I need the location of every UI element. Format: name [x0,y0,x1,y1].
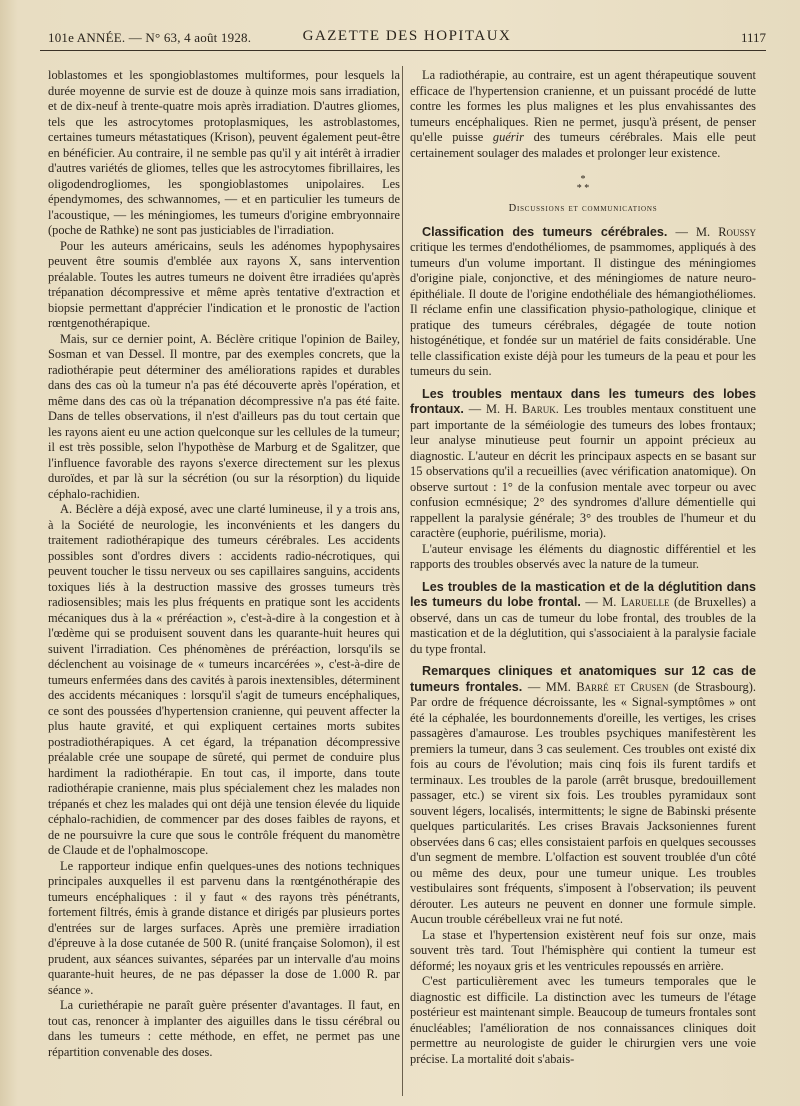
paragraph: C'est particulièrement avec les tumeurs temporales que le diagnostic est difficile. La distinction avec les tumeurs de l'étage postérieur est maintenant simple. Beaucoup de tumeurs frontales sont énucléables; l'amélioration de nos connaissances cliniques doit permettre au neurologiste de guider le chirurgien vers une voie précise. La mortalité doit s'abais- [410,974,756,1066]
page-number: 1117 [740,30,766,45]
paragraph: A. Béclère a déjà exposé, avec une clarté lumineuse, il y a trois ans, à la Société de neurologie, les inconvénients et les dangers du traitement radiothérapique des tumeurs cérébrales. Les accidents possibles sont d'ordres divers : accidents radio-nécrotiques, qui peuvent toucher le tissu nerveux ou ses capillaires sanguins, accidents toxiques liés à la destruction massive des grosses tumeurs très radiosensibles; mais les plus fréquents en pratique sont les accidents mécaniques dus à la « préréaction », c'est-à-dire à la congestion et à l'œdème qui se produisent souvent dans les quarante-huit heures qui suivent l'irradiation. Ces phénomènes de préréaction, lorsqu'ils se déclenchent au voisinage de « tumeurs incarcérées », c'est-à-dire de tumeurs enfermées dans des cavités à parois inextensibles, déterminent des accidents mécaniques : lorsqu'il s'agit de tumeurs encéphaliques, ce sont des poussées d'hypertension cranienne, qui peuvent affecter la plus haute gravité, et qui expliquent certaines morts subites postradiothérapiques. A cet égard, la trépanation décompressive préalable crée une soupape de sûreté, qui permet de conduire plus hardiment la radiothérapie. En tout cas, il importe, dans toute radiothérapie cranienne, mais plus spécialement chez les malades non trépanés et chez les malades qui ont déjà une tension élevée du liquide céphalo-rachidien, de commencer par des doses faibles de rayons, et de ne poursuivre la cure que sous le contrôle fréquent du manomètre de Claude et de l'ophalmoscope. [48,502,400,857]
item-author: M. Laruelle [602,595,670,609]
paragraph: loblastomes et les spongioblastomes multiformes, pour lesquels la durée moyenne de survie est de douze à quinze mois sans irradiation, et de dix-neuf à trente-quatre mois après irradiation. D'autres gliomes, tels que les astrocytomes protoplasmiques, les astroblastomes, certaines tumeurs métastatiques (Krison), peuvent également peut-être en bénéficier. Au contraire, il ne semble pas qu'il y ait intérêt à irradier d'autres variétés de gliomes, telles que les astrocytomes fibrillaires, les oligodendrogliomes, les spongioblastomes unipolaires. Les épendymomes, des schwannomes, — et en particulier les tumeurs de l'acoustique, — les méningiomes, les tumeurs d'origine embryonnaire (poche de Rathke) ne sont pas justiciables de l'irradiation. [48,68,400,237]
item-author: M. H. Baruk. [486,402,559,416]
issue-info: 101e ANNÉE. — N° 63, 4 août 1928. [48,30,252,45]
paragraph: La radiothérapie, au contraire, est un agent thérapeutique souvent efficace de l'hypertension cranienne, et un puissant procédé de lutte contre les formes les plus malignes et les plus envahissantes des tumeurs encéphaliques. Rien ne permet, jusqu'à présent, de penser qu'elle puisse guérir des tumeurs cérébrales. Mais elle peut certainement soulager des malades et prolonger leur existence. [410,68,756,160]
item-title: Les troubles de la mastication et de la déglutition dans les tumeurs du lobe frontal. [410,579,756,609]
paragraph: La curiethérapie ne paraît guère présenter d'avantages. Il faut, en tout cas, renoncer à implanter des aiguilles dans le tissu cérébral ou dans les tumeurs : cette méthode, en effet, ne permet pas une répartition convenable des doses. [48,998,400,1059]
item-author: M. Roussy [695,224,756,239]
paragraph: Le rapporteur indique enfin quelques-unes des notions techniques principales auxquelles il est parvenu dans la rœntgénothérapie des tumeurs encéphaliques : il y faut « des rayons très pénétrants, fortement filtrés, émis à grande distance et dirigés par plusieurs portes d'entrées sur de larges surfaces. Après une première irradiation d'épreuve à la dose cutanée de 500 R. (unité française Solomon), il est prudent, aux séances suivantes, séparées par un intervalle d'au moins quarante-huit heures, de ne pas dépasser la dose de 1.000 R. par séance ». [48,858,400,997]
section-heading: Discussions et communications [508,203,658,214]
item-title: Les troubles mentaux dans les tumeurs des lobes frontaux. [410,386,756,416]
column-divider [402,66,403,1096]
item-title: Classification des tumeurs cérébrales. [422,224,668,239]
paragraph: Mais, sur ce dernier point, A. Béclère critique l'opinion de Bailey, Sosman et van Dessel. Il montre, par des exemples concrets, que la radiothérapie peut déterminer des améliorations rapides et durables dans des cas où la tumeur n'a pas été découverte après l'opération, et même dans des cas où la trépanation décompressive n'a pas été faite. Dans de telles observations, il n'est d'ailleurs pas du tout certain que les rayons aient eu une action quelconque sur les cellules de la tumeur; il est très possible, selon l'hypothèse de Marburg et de Sgalitzer, que l'influence favorable des rayons s'exerce directement sur les plexus duroïdes, et par là sur la sécrétion (ou sur la résorption) du liquide céphalo-rachidien. [48,331,400,501]
item-title: Remarques cliniques et anatomiques sur 12 cas de tumeurs frontales. [410,664,756,694]
left-column [48,68,400,1060]
journal-title: GAZETTE DES HOPITAUX [302,28,512,44]
section-ornament: * * * [576,174,590,194]
communication-item: Remarques cliniques et anatomiques sur 12 cas de tumeurs frontales. — MM. Barré et Crusen (de Strasbourg). Par ordre de fréquence décroissante, les « Signal-symptômes » ont été la céphalée, les bourdonnements d'oreille, les vertiges, les crises passagères d'amaurose. Les troubles psychiques manifestèrent les premiers la tumeur, dans 3 cas seulement. Ces troubles ont existé dix fois au cours de l'évolution; mais cinq fois ils furent tardifs et terminaux. Les troubles de la parole (arrêt brusque, bredouillement passager, etc.) se virent six fois. Les troubles pyramidaux sont souvent légers, localisés, intermittents; le signe de Babinski présente quelques particularités. Les crises Bravais Jacksoniennes furent observées dans 6 cas; elles consistaient parfois en quelques secousses d'un segment de membre. L'olfaction est souvent troublée d'un côté ou même des deux, pour une tumeur unique. Les troubles vestibulaires sont fréquents, s'imposent à l'observation; ils peuvent dérouter. Les auteurs ne peuvent en donner une formule simple. Aucun trouble cérébelleux vrai ne fut noté. [410,664,756,926]
page-header [48,26,766,48]
emphasis: guérir [492,130,524,144]
paragraph: L'auteur envisage les éléments du diagnostic différentiel et les rapports des troubles observés avec la nature de la tumeur. [410,541,756,571]
right-column [410,68,756,1067]
paragraph: Pour les auteurs américains, seuls les adénomes hypophysaires peuvent être soumis d'emblée aux rayons X, sans intervention préalable. Toutes les autres tumeurs ne doivent être irradiées qu'après trépanation décompressive et même après tentative d'extraction et biopsie permettant d'apprécier l'indication et le pronostic de l'action rœntgenothérapique. [48,238,400,330]
communication-item: Les troubles mentaux dans les tumeurs des lobes frontaux. — M. H. Baruk. Les troubles mentaux constituent une part importante de la séméiologie des tumeurs des lobes frontaux; leur analyse minutieuse peut fournir un appoint précieux au diagnostic. L'auteur en décrit les principaux aspects en se basant sur 15 observations qu'il a recueillies (avec vérification anatomique). On observe surtout : 1° de la confusion mentale avec torpeur ou avec confusion ecmnésique; 2° des syndromes d'allure démentielle qui rappellent la paralysie générale; 3° des troubles de l'humeur et du caractère (euphorie, puérilisme, moria). [410,386,756,540]
communication-item: Les troubles de la mastication et de la déglutition dans les tumeurs du lobe frontal. — M. Laruelle (de Bruxelles) a observé, dans un cas de tumeur du lobe frontal, des troubles de la mastication et de la déglutition, qui s'associaient à la paralysie faciale du type frontal. [410,579,756,656]
header-rule [40,50,766,51]
communication-item: Classification des tumeurs cérébrales. — M. Roussy critique les termes d'endothéliomes, de psammomes, appliqués à des tumeurs d'un volume important. Il distingue des méningiomes d'origine piale, conjonctive, et des méningiomes de nature neuro-épithéliale. Il doute de l'origine endothéliale des hémangiothéliomes. Il réclame enfin une classification physio-pathologique, clinique et pratique des tumeurs cérébrales, dégagée de toute notion histogénétique, et fondée sur un matériel de faits considérable. Une telle classification existe déjà pour les tumeurs de la peau et pour les tumeurs du sein. [410,224,756,378]
item-author: MM. Barré et Crusen [545,679,669,694]
paragraph: La stase et l'hypertension existèrent neuf fois sur onze, mais souvent très tard. Tout l'hémisphère qui contient la tumeur est déformé; les noyaux gris et les ventricules repoussés en arrière. [410,927,756,973]
